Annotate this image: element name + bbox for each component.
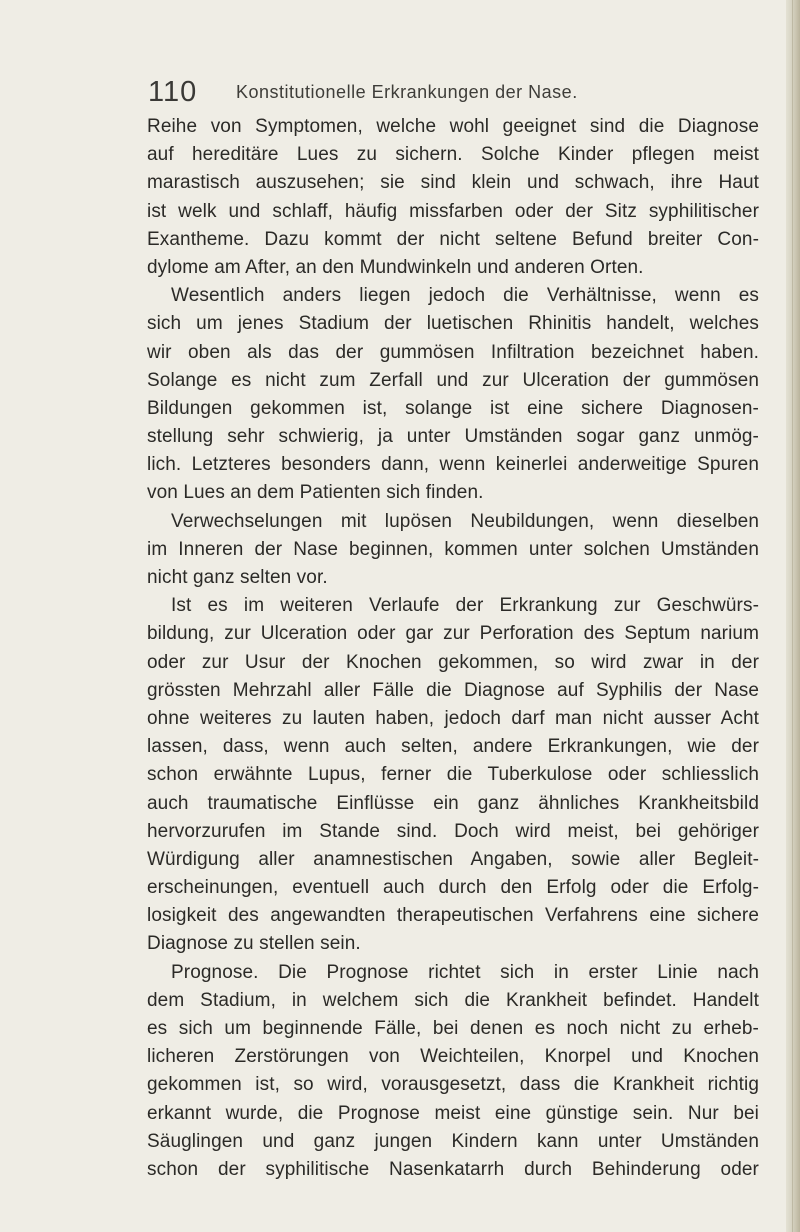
text-line: erscheinungen, eventuell auch durch den Erfolg oder die Erfolg-: [147, 877, 759, 899]
text-line: gekommen ist, so wird, vorausgesetzt, dass die Krankheit richtig: [147, 1074, 759, 1096]
text-line: ist welk und schlaff, häufig missfarben oder der Sitz syphilitischer: [147, 200, 759, 222]
text-line: Diagnose zu stellen sein.: [147, 933, 361, 955]
text-line: marastisch auszusehen; sie sind klein und schwach, ihre Haut: [147, 172, 759, 194]
text-line: von Lues an dem Patienten sich finden.: [147, 482, 484, 504]
page-edge-line: [792, 0, 793, 1232]
text-line: schon erwähnte Lupus, ferner die Tuberkulose oder schliesslich: [147, 764, 759, 786]
text-line: Solange es nicht zum Zerfall und zur Ulceration der gummösen: [147, 369, 759, 391]
text-line: bildung, zur Ulceration oder gar zur Perforation des Septum narium: [147, 623, 759, 645]
text-line: sich um jenes Stadium der luetischen Rhinitis handelt, welches: [147, 313, 759, 335]
text-line: nicht ganz selten vor.: [147, 567, 328, 588]
page-number: 110: [148, 76, 198, 108]
running-head: Konstitutionelle Erkrankungen der Nase.: [236, 82, 578, 102]
page-header: [148, 76, 760, 110]
text-line: Prognose. Die Prognose richtet sich in erster Linie nach: [171, 961, 759, 983]
text-line: licheren Zerstörungen von Weichteilen, Knorpel und Knochen: [147, 1046, 759, 1068]
text-line: es sich um beginnende Fälle, bei denen es noch nicht zu erheb-: [147, 1018, 759, 1039]
text-line: Exantheme. Dazu kommt der nicht seltene Befund breiter Con-: [147, 228, 759, 250]
text-line: hervorzurufen im Stande sind. Doch wird meist, bei gehöriger: [147, 820, 759, 842]
text-line: dylome am After, an den Mundwinkeln und anderen Orten.: [147, 256, 644, 278]
text-line: dem Stadium, in welchem sich die Krankheit befindet. Handelt: [147, 989, 759, 1011]
text-line: Wesentlich anders liegen jedoch die Verhältnisse, wenn es: [171, 285, 759, 307]
text-line: oder zur Usur der Knochen gekommen, so wird zwar in der: [147, 651, 759, 673]
text-line: stellung sehr schwierig, ja unter Umständen sogar ganz unmög-: [147, 426, 759, 448]
text-line: lassen, dass, wenn auch selten, andere Erkrankungen, wie der: [147, 736, 759, 758]
text-line: wir oben als das der gummösen Infiltration bezeichnet haben.: [147, 341, 759, 363]
text-line: Bildungen gekommen ist, solange ist eine sichere Diagnosen-: [147, 397, 759, 419]
text-line: auch traumatische Einflüsse ein ganz ähnliches Krankheitsbild: [147, 792, 759, 814]
text-line: auf hereditäre Lues zu sichern. Solche Kinder pflegen meist: [147, 144, 759, 166]
text-line: ohne weiteres zu lauten haben, jedoch darf man nicht ausser Acht: [147, 707, 759, 729]
text-line: Reihe von Symptomen, welche wohl geeignet sind die Diagnose: [147, 116, 759, 137]
text-line: Würdigung aller anamnestischen Angaben, sowie aller Begleit-: [147, 848, 759, 870]
text-line: Ist es im weiteren Verlaufe der Erkrankung zur Geschwürs-: [171, 595, 759, 617]
text-line: im Inneren der Nase beginnen, kommen unter solchen Umständen: [147, 538, 759, 560]
body-text: [147, 113, 759, 1184]
text-line: Säuglingen und ganz jungen Kindern kann unter Umständen: [147, 1130, 759, 1152]
text-line: Verwechselungen mit lupösen Neubildungen, wenn dieselben: [171, 510, 759, 532]
text-line: schon der syphilitische Nasenkatarrh durch Behinderung oder: [147, 1158, 759, 1180]
page-edge-shadow: [786, 0, 800, 1232]
text-line: lich. Letzteres besonders dann, wenn keinerlei anderweitige Spuren: [147, 454, 759, 476]
text-line: grössten Mehrzahl aller Fälle die Diagnose auf Syphilis der Nase: [147, 679, 759, 701]
text-line: erkannt wurde, die Prognose meist eine günstige sein. Nur bei: [147, 1102, 759, 1124]
text-line: losigkeit des angewandten therapeutischen Verfahrens eine sichere: [147, 905, 759, 927]
